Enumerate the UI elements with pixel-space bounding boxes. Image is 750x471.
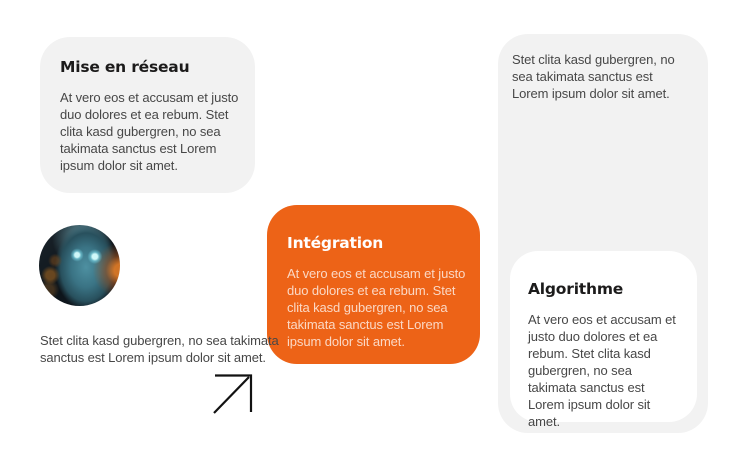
card-integration-title: Intégration <box>287 234 384 252</box>
avatar-caption: Stet clita kasd gubergren, no sea takimata sanctus est Lorem ipsum dolor sit amet. <box>40 333 279 365</box>
card-algorithm-body: At vero eos et accusam et justo duo dolores et ea rebum. Stet clita kasd gubergren, no sea takimata sanctus est Lorem ipsum dolor sit amet. <box>528 312 676 429</box>
card-algorithm <box>510 251 697 429</box>
card-algorithm-title: Algorithme <box>528 280 624 298</box>
card-integration-body: At vero eos et accusam et justo duo dolores et ea rebum. Stet clita kasd gubergren, no sea takimata sanctus est Lorem ipsum dolor sit amet. <box>287 266 466 349</box>
card-networking-body: At vero eos et accusam et justo duo dolores et ea rebum. Stet clita kasd gubergren, no sea takimata sanctus est Lorem ipsum dolor sit amet. <box>60 90 239 173</box>
card-networking-title: Mise en réseau <box>60 58 190 76</box>
card-quote-body: Stet clita kasd gubergren, no sea takimata sanctus est Lorem ipsum dolor sit amet. <box>512 52 675 101</box>
card-networking <box>40 37 255 193</box>
arrow-up-right-icon <box>210 371 256 417</box>
robot-avatar-image <box>39 225 120 306</box>
card-integration <box>267 205 480 364</box>
